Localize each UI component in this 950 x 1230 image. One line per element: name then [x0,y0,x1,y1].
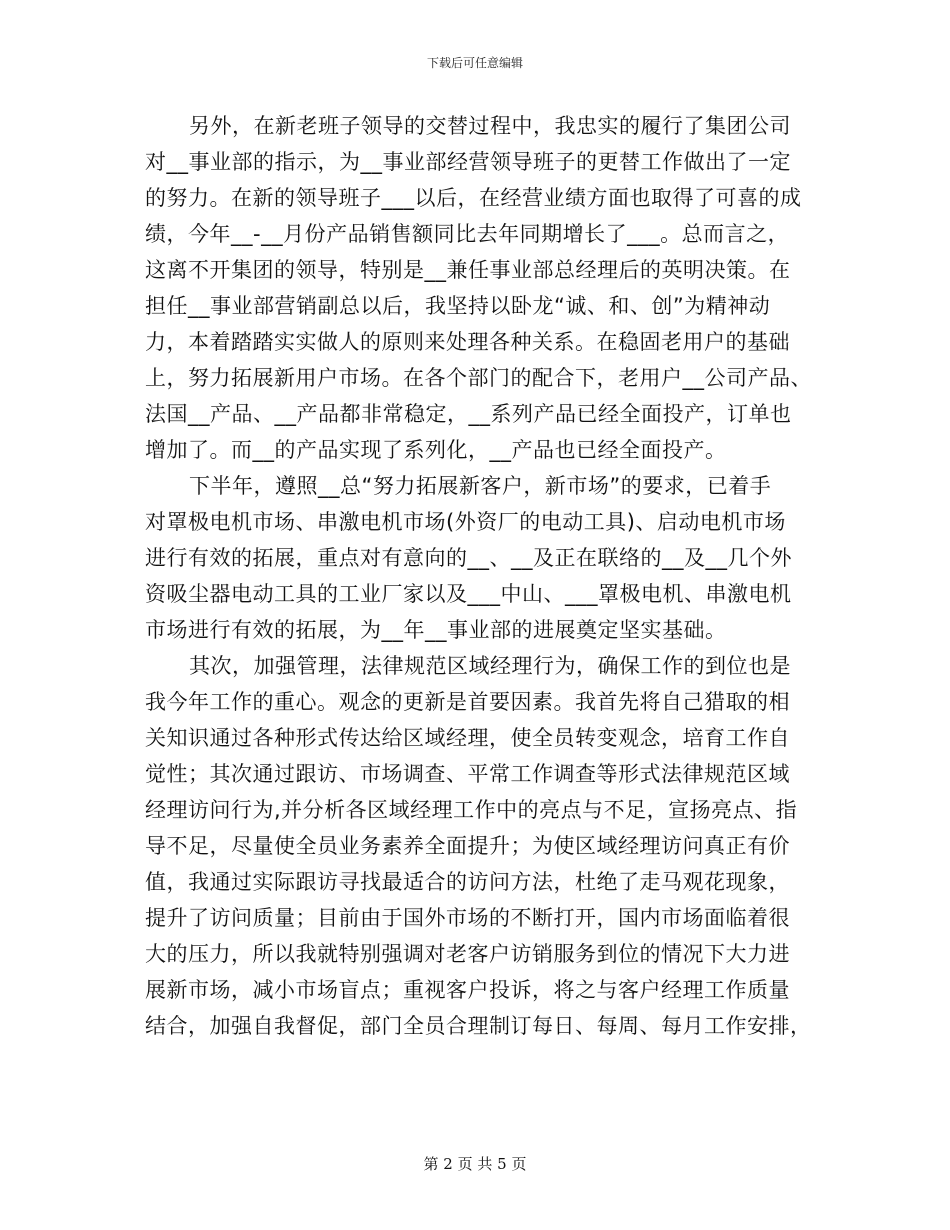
text-line: 的努力。在新的领导班子___以后，在经营业绩方面也取得了可喜的成 [145,186,802,210]
paragraph [145,468,805,648]
text-line: 资吸尘器电动工具的工业厂家以及___中山、___罩极电机、串激电机 [145,582,792,606]
text-line: 对__事业部的指示，为__事业部经营领导班子的更替工作做出了一定 [145,150,791,174]
text-line: 大的压力，所以我就特别强调对老客户访销服务到位的情况下大力进 [145,942,790,966]
paragraph [145,648,812,1044]
page-header: 下载后可任意编辑 [426,56,523,70]
text-line: 提升了访问质量；目前由于国外市场的不断打开，国内市场面临着很 [145,906,790,930]
text-line: 展新市场，减小市场盲点；重视客户投诉，将之与客户经理工作质量 [145,978,790,1002]
text-line: 下半年，遵照__总“努力拓展新客户，新市场”的要求，已着手 [189,474,772,498]
text-line: 市场进行有效的拓展，为__年__事业部的进展奠定坚实基础。 [145,618,727,642]
text-line: 关知识通过各种形式传达给区域经理，使全员转变观念，培育工作自 [145,726,790,750]
text-line: 其次，加强管理，法律规范区域经理行为，确保工作的到位也是 [189,654,791,678]
document-body [145,108,812,1044]
text-line: 担任__事业部营销副总以后，我坚持以卧龙“诚、和、创”为精神动 [145,294,771,318]
text-line: 上，努力拓展新用户市场。在各个部门的配合下，老用户__公司产品、 [145,366,812,390]
text-line: 我今年工作的重心。观念的更新是首要因素。我首先将自己猎取的相 [145,690,790,714]
text-line: 绩，今年__-__月份产品销售额同比去年同期增长了___。总而言之， [145,222,790,246]
page-number-footer: 第 2 页 共 5 页 [423,1155,527,1173]
text-line: 法国__产品、__产品都非常稳定，__系列产品已经全面投产，订单也 [145,402,792,426]
text-line: 另外，在新老班子领导的交替过程中，我忠实的履行了集团公司 [189,114,791,138]
text-line: 觉性；其次通过跟访、市场调查、平常工作调查等形式法律规范区域 [145,762,790,786]
text-line: 结合，加强自我督促，部门全员合理制订每日、每周、每月工作安排， [145,1014,812,1038]
text-line: 增加了。而__的产品实现了系列化，__产品也已经全面投产。 [145,438,727,462]
text-line: 力，本着踏踏实实做人的原则来处理各种关系。在稳固老用户的基础 [145,330,790,354]
text-line: 导不足，尽量使全员业务素养全面提升；为使区域经理访问真正有价 [145,834,790,858]
text-line: 对罩极电机市场、串激电机市场(外资厂的电动工具)、启动电机市场 [145,510,786,534]
text-line: 经理访问行为,并分析各区域经理工作中的亮点与不足，宣扬亮点、指 [145,798,798,822]
text-line: 进行有效的拓展，重点对有意向的__、__及正在联络的__及__几个外 [145,546,792,570]
text-line: 这离不开集团的领导，特别是__兼任事业部总经理后的英明决策。在 [145,258,791,282]
text-line: 值，我通过实际跟访寻找最适合的访问方法，杜绝了走马观花现象， [145,870,790,894]
paragraph [145,108,812,468]
